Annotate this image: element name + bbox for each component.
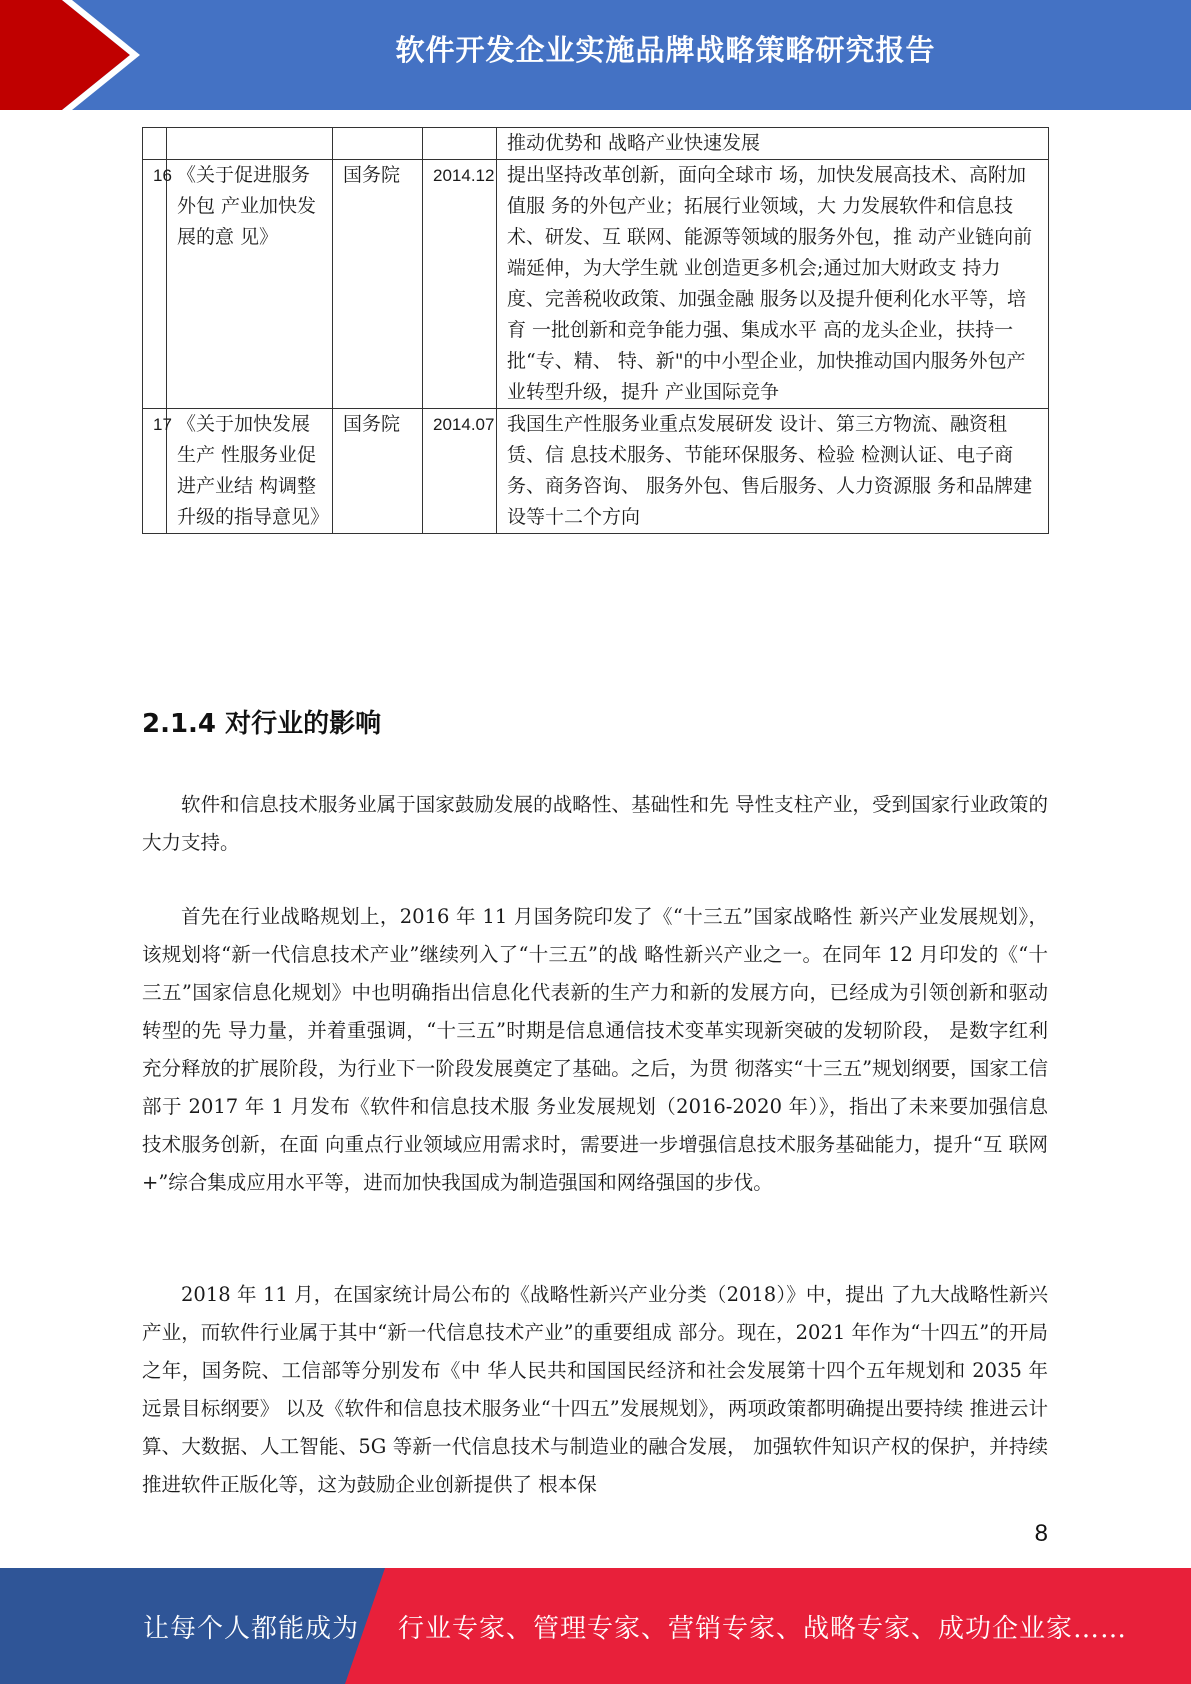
section-heading: 2.1.4 对行业的影响 [142, 709, 382, 739]
body-paragraph: 首先在行业战略规划上，2016 年 11 月国务院印发了《“十三五”国家战略性 新兴产业发展规划》，该规划将“新一代信息技术产业”继续列入了“十三五”的战 略性新兴产业之一。在同年 12 月印发的《“十三五”国家信息化规划》中也明确指出信息化代表新的生产力和新的发展方向，已经成为引领创新和驱动转型的先 导力量，并着重强调，“十三五”时期是信息通信技术变革实现新突破的发轫阶段， 是数字红利充分释放的扩展阶段，为行业下一阶段发展奠定了基础。之后，为贯 彻落实“十三五”规划纲要，国家工信部于 2017 年 1 月发布《软件和信息技术服 务业发展规划（2016-2020 年）》，指出了未来要加强信息技术服务创新，在面 向重点行业领域应用需求时，需要进一步增强信息技术服务基础能力，提升“互 联网+”综合集成应用水平等，进而加快我国成为制造强国和网络强国的步伐。 [142, 905, 1048, 1194]
policy-issuer: 国务院 [333, 409, 423, 534]
policy-name [167, 128, 333, 160]
page-footer [0, 1568, 1191, 1684]
policy-name: 《关于加快发展生产 性服务业促进产业结 构调整升级的指导意见》 [167, 409, 333, 534]
policy-table [142, 127, 1049, 534]
table-row [143, 409, 1049, 534]
policy-issuer: 国务院 [333, 160, 423, 409]
body-paragraph: 软件和信息技术服务业属于国家鼓励发展的战略性、基础性和先 导性支柱产业，受到国家行业政策的大力支持。 [142, 793, 1048, 854]
row-number: 16 [143, 160, 167, 409]
report-title: 软件开发企业实施品牌战略策略研究报告 [395, 33, 936, 67]
page-header [0, 0, 1191, 110]
table-row [143, 128, 1049, 160]
table-row [143, 160, 1049, 409]
header-arrow-decoration [0, 0, 160, 110]
policy-content: 推动优势和 战略产业快速发展 [497, 128, 1049, 160]
body-paragraph: 2018 年 11 月，在国家统计局公布的《战略性新兴产业分类（2018）》中，提出 了九大战略性新兴产业，而软件行业属于其中“新一代信息技术产业”的重要组成 部分。现在，2021 年作为“十四五”的开局之年，国务院、工信部等分别发布《中 华人民共和国国民经济和社会发展第十四个五年规划和 2035 年远景目标纲要》 以及《软件和信息技术服务业“十四五”发展规划》，两项政策都明确提出要持续 推进云计算、大数据、人工智能、5G 等新一代信息技术与制造业的融合发展， 加强软件知识产权的保护，并持续推进软件正版化等，这为鼓励企业创新提供了 根本保 [142, 1283, 1048, 1496]
policy-date: 2014.12 [423, 160, 497, 409]
footer-slogan-left: 让每个人都能成为 [143, 1614, 360, 1644]
policy-content: 我国生产性服务业重点发展研发 设计、第三方物流、融资租赁、信 息技术服务、节能环保服务、检验 检测认证、电子商务、商务咨询、 服务外包、售后服务、人力资源服 务和品牌建设等十二个方向 [497, 409, 1049, 534]
policy-issuer [333, 128, 423, 160]
policy-date: 2014.07 [423, 409, 497, 534]
row-number [143, 128, 167, 160]
policy-date [423, 128, 497, 160]
row-number: 17 [143, 409, 167, 534]
policy-content: 提出坚持改革创新，面向全球市 场，加快发展高技术、高附加值服 务的外包产业；拓展行业领域，大 力发展软件和信息技术、研发、互 联网、能源等领域的服务外包，推 动产业链向前端延伸，为大学生就 业创造更多机会;通过加大财政支 持力度、完善税收政策、加强金融 服务以及提升便利化水平等，培育 一批创新和竞争能力强、集成水平 高的龙头企业，扶持一批“专、精、 特、新"的中小型企业，加快推动国内服务外包产业转型升级，提升 产业国际竞争 [497, 160, 1049, 409]
page-number: 8 [1034, 1520, 1048, 1547]
footer-slogan-right: 行业专家、管理专家、营销专家、战略专家、成功企业家…… [398, 1614, 1128, 1644]
policy-name: 《关于促进服务外包 产业加快发展的意 见》 [167, 160, 333, 409]
